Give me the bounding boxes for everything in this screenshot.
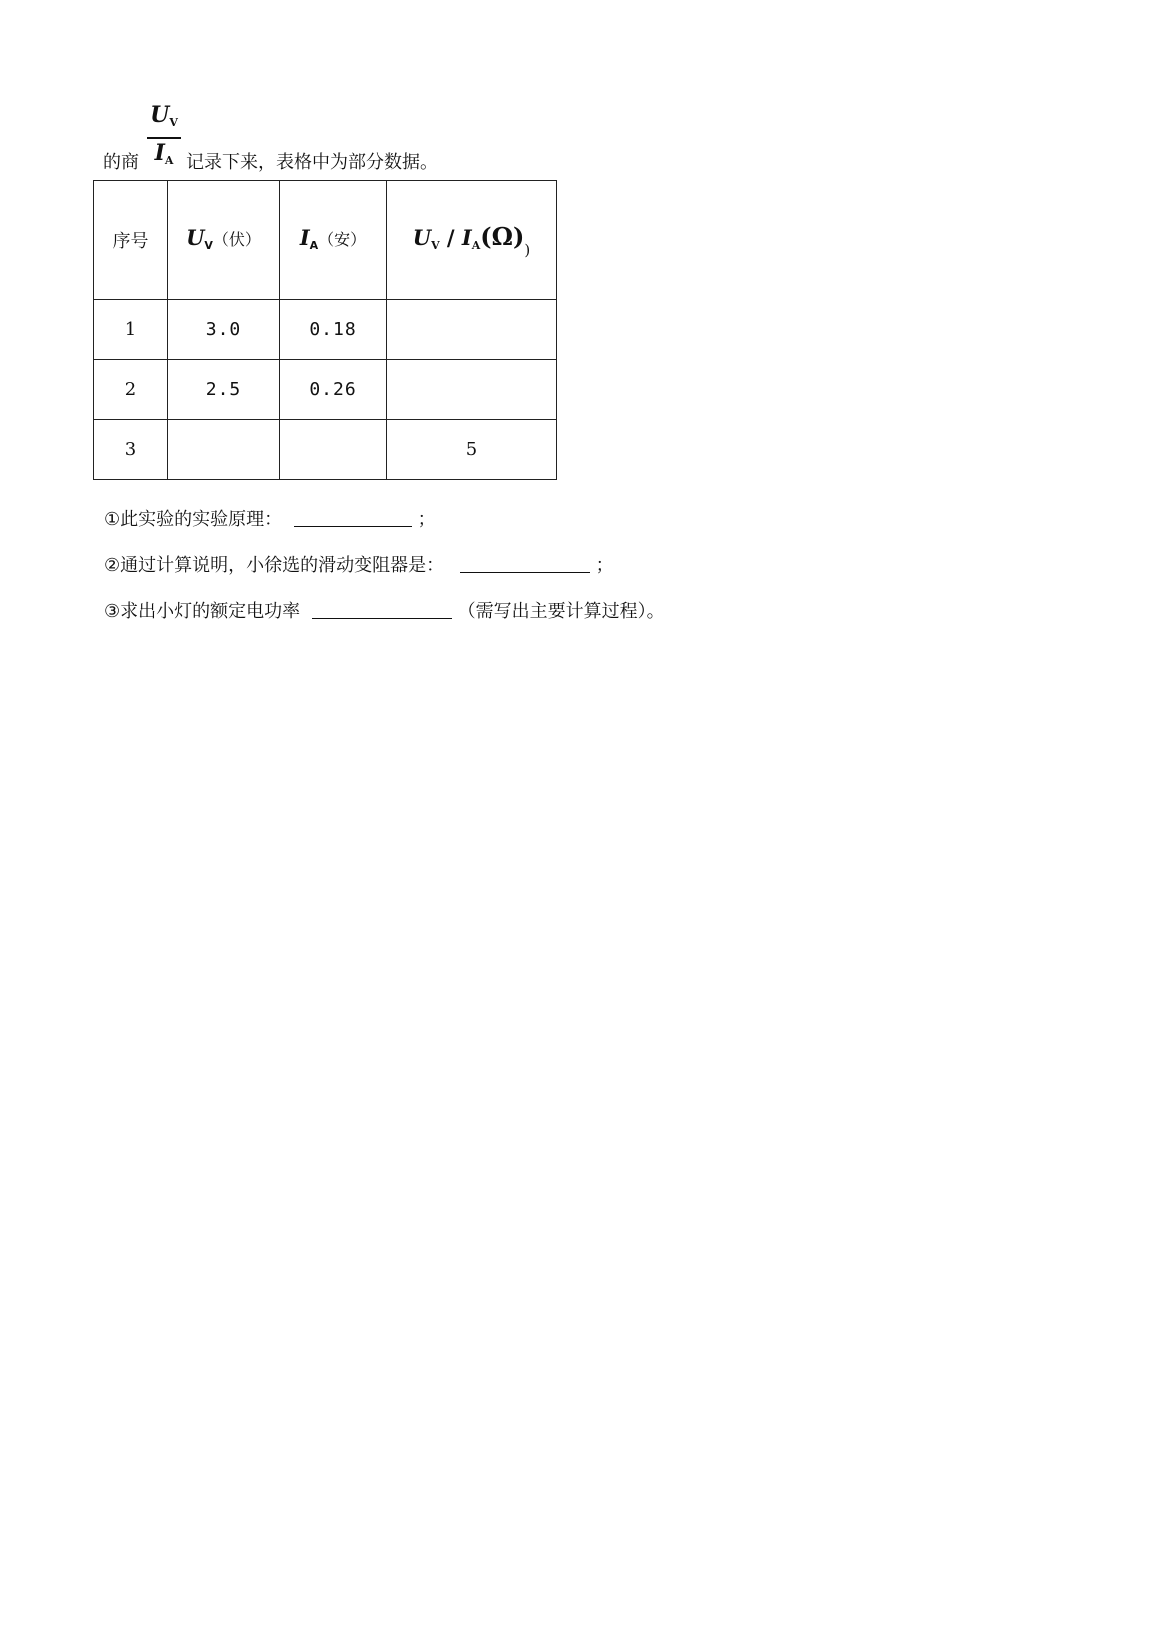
question-2: ②通过计算说明，小徐选的滑动变阻器是： ；	[104, 555, 614, 576]
header-current: $I_A$（安）	[280, 181, 387, 300]
intro-lead-text: 的商	[103, 152, 139, 173]
table-row	[94, 300, 557, 360]
header-index: 序号	[94, 181, 168, 300]
row-current	[280, 420, 387, 480]
header-voltage: $U_V$（伏）	[168, 181, 280, 300]
header-resistance: $U_V / I_A(\Omega)_)$	[387, 181, 557, 300]
voltage-over-current-fraction	[147, 103, 181, 172]
intro-tail-text: 记录下来，表格中为部分数据。	[186, 152, 438, 173]
row-ratio: 5	[387, 420, 557, 480]
answer-blank-3[interactable]	[312, 600, 452, 619]
row-ratio	[387, 300, 557, 360]
answer-blank-2[interactable]	[460, 554, 590, 573]
row-current: 0.26	[280, 360, 387, 420]
fraction-bar	[147, 137, 181, 139]
table-header-row	[94, 181, 557, 300]
table-row	[94, 420, 557, 480]
table-row	[94, 360, 557, 420]
row-index: 3	[94, 420, 168, 480]
row-ratio	[387, 360, 557, 420]
question-1: ①此实验的实验原理： ；	[104, 509, 436, 530]
answer-blank-1[interactable]	[294, 508, 412, 527]
row-voltage: 2.5	[168, 360, 280, 420]
question-3: ③求出小灯的额定电功率 （需写出主要计算过程）。	[104, 601, 665, 622]
row-voltage	[168, 420, 280, 480]
fraction-numerator: $U_V$	[150, 102, 178, 129]
intro-line	[103, 97, 803, 177]
row-index: 2	[94, 360, 168, 420]
row-current: 0.18	[280, 300, 387, 360]
measurement-table	[93, 180, 557, 480]
fraction-denominator: $I_A$	[154, 140, 174, 167]
row-voltage: 3.0	[168, 300, 280, 360]
row-index: 1	[94, 300, 168, 360]
